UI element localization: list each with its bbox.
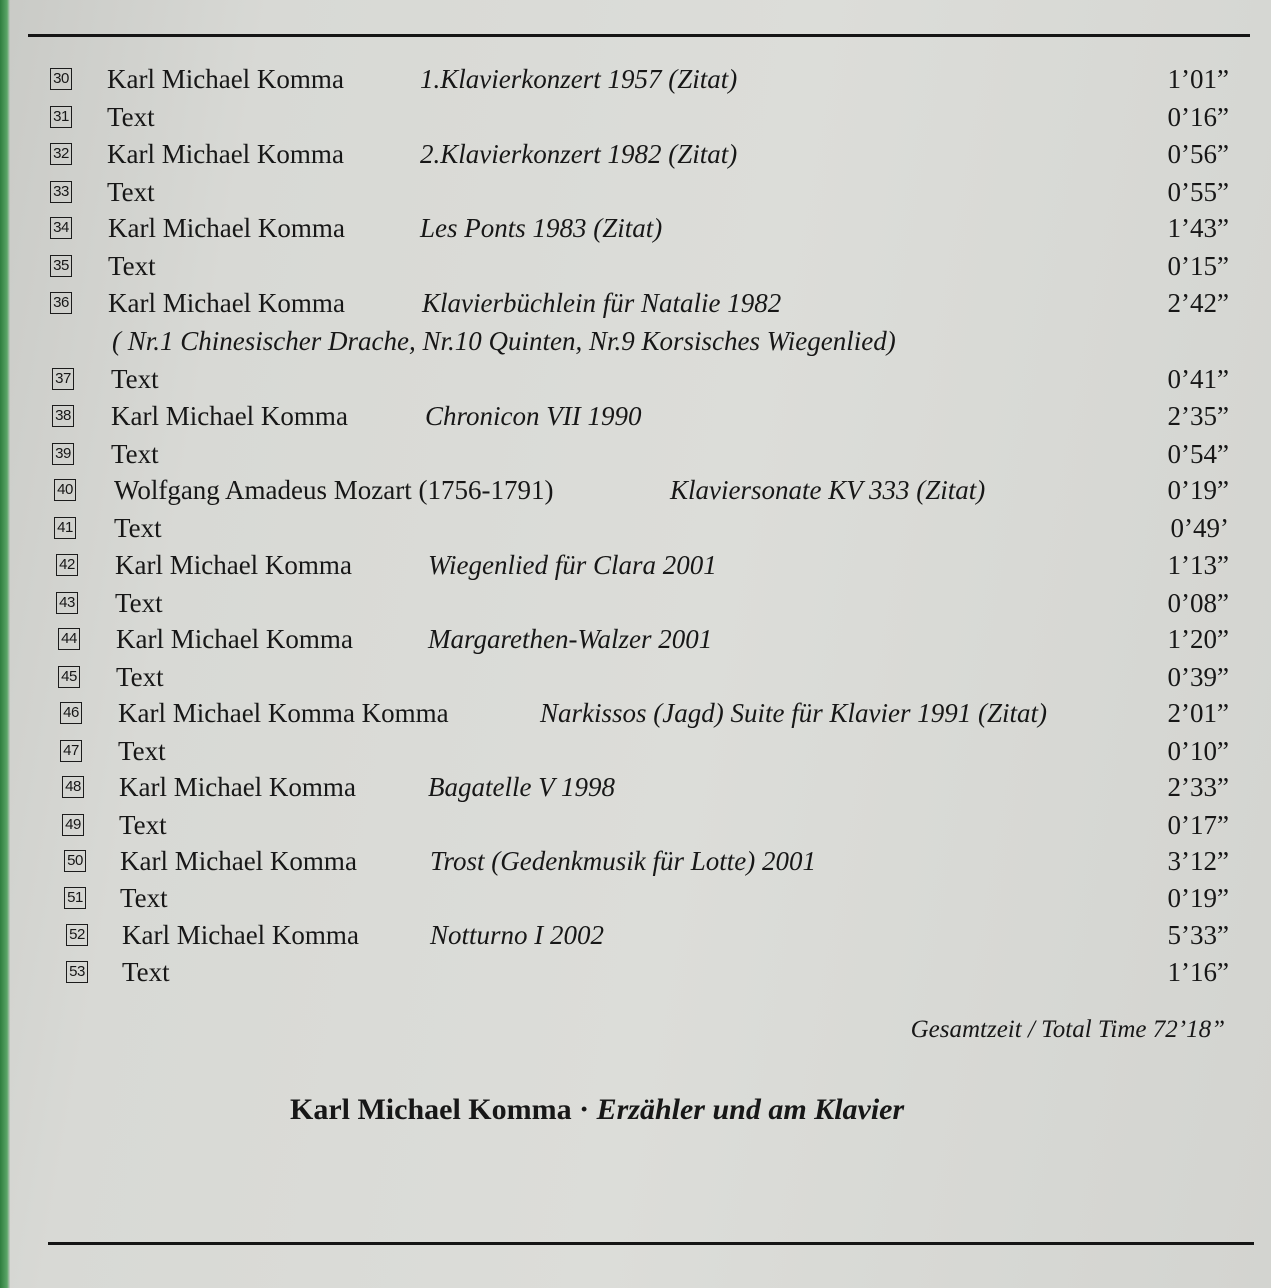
track-duration: 5’33” xyxy=(1167,920,1229,950)
track-composer: Text xyxy=(108,251,156,281)
track-composer: Text xyxy=(107,177,155,207)
track-duration: 0’55” xyxy=(1167,177,1229,207)
track-composer: Text xyxy=(111,364,159,394)
track-number: 32 xyxy=(50,143,72,165)
track-duration: 3’12” xyxy=(1167,846,1229,876)
track-number: 36 xyxy=(50,292,72,314)
track-36-subtitle: ( Nr.1 Chinesischer Drache, Nr.10 Quinten, Nr.9 Korsisches Wiegenlied) xyxy=(112,326,896,356)
track-number: 34 xyxy=(50,217,72,239)
track-duration: 2’35” xyxy=(1167,401,1229,431)
track-composer: Text xyxy=(107,102,155,132)
track-composer: Karl Michael Komma xyxy=(108,213,345,243)
track-composer: Text xyxy=(114,513,162,543)
track-number: 33 xyxy=(50,181,72,203)
track-work: Notturno I 2002 xyxy=(430,920,605,950)
track-row xyxy=(0,883,1271,920)
track-row xyxy=(0,920,1271,957)
bottom-rule xyxy=(48,1242,1254,1245)
top-rule xyxy=(28,34,1250,37)
track-row xyxy=(0,698,1271,735)
track-work: Wiegenlied für Clara 2001 xyxy=(428,550,717,580)
track-row xyxy=(0,401,1271,438)
track-composer: Karl Michael Komma xyxy=(107,64,344,94)
track-number: 47 xyxy=(60,740,82,762)
track-work: Narkissos (Jagd) Suite für Klavier 1991 (Zitat) xyxy=(540,698,1047,728)
track-row xyxy=(0,846,1271,883)
track-duration: 1’16” xyxy=(1167,957,1229,987)
track-duration: 0’49’ xyxy=(1170,513,1229,543)
track-duration: 1’01” xyxy=(1167,64,1229,94)
track-duration: 0’54” xyxy=(1167,439,1229,469)
track-work: 2.Klavierkonzert 1982 (Zitat) xyxy=(420,139,738,169)
track-number: 42 xyxy=(56,554,78,576)
track-composer: Text xyxy=(115,588,163,618)
track-composer: Wolfgang Amadeus Mozart (1756-1791) xyxy=(114,475,554,505)
track-duration: 2’42” xyxy=(1167,288,1229,318)
track-composer: Karl Michael Komma xyxy=(116,624,353,654)
track-duration: 1’43” xyxy=(1167,213,1229,243)
track-row xyxy=(0,772,1271,809)
track-number: 48 xyxy=(62,776,84,798)
track-composer: Karl Michael Komma xyxy=(108,288,345,318)
track-row xyxy=(0,177,1271,214)
track-duration: 0’15” xyxy=(1167,251,1229,281)
track-duration: 2’33” xyxy=(1167,772,1229,802)
track-row xyxy=(0,364,1271,401)
track-composer: Karl Michael Komma xyxy=(122,920,359,950)
track-composer: Karl Michael Komma xyxy=(119,772,356,802)
track-number: 37 xyxy=(52,368,74,390)
track-row xyxy=(0,513,1271,550)
track-duration: 2’01” xyxy=(1167,698,1229,728)
track-duration: 0’19” xyxy=(1167,475,1229,505)
track-row xyxy=(0,213,1271,250)
track-composer: Text xyxy=(118,736,166,766)
track-row xyxy=(0,588,1271,625)
track-number: 39 xyxy=(52,443,74,465)
track-number: 49 xyxy=(62,814,84,836)
track-duration: 0’39” xyxy=(1167,662,1229,692)
track-row xyxy=(0,662,1271,699)
track-duration: 0’08” xyxy=(1167,588,1229,618)
track-number: 43 xyxy=(56,592,78,614)
track-number: 44 xyxy=(58,628,80,650)
track-row xyxy=(0,288,1271,325)
track-row xyxy=(0,736,1271,773)
track-number: 53 xyxy=(66,961,88,983)
track-duration: 0’17” xyxy=(1167,810,1229,840)
track-row xyxy=(0,102,1271,139)
track-row xyxy=(0,550,1271,587)
track-duration: 0’19” xyxy=(1167,883,1229,913)
performer-name: Karl Michael Komma · xyxy=(290,1093,597,1126)
track-work: Klaviersonate KV 333 (Zitat) xyxy=(670,475,986,505)
track-composer: Karl Michael Komma xyxy=(107,139,344,169)
track-row xyxy=(0,624,1271,661)
total-time: Gesamtzeit / Total Time 72’18” xyxy=(910,1016,1225,1043)
track-row xyxy=(0,439,1271,476)
track-number: 35 xyxy=(50,255,72,277)
track-composer: Text xyxy=(111,439,159,469)
track-composer: Text xyxy=(119,810,167,840)
track-composer: Karl Michael Komma xyxy=(111,401,348,431)
track-work: Bagatelle V 1998 xyxy=(428,772,615,802)
track-row xyxy=(0,957,1271,994)
track-duration: 0’10” xyxy=(1167,736,1229,766)
track-row xyxy=(0,475,1271,512)
track-work: Trost (Gedenkmusik für Lotte) 2001 xyxy=(430,846,816,876)
track-number: 50 xyxy=(64,850,86,872)
track-number: 41 xyxy=(54,517,76,539)
track-number: 46 xyxy=(60,702,82,724)
track-composer: Karl Michael Komma xyxy=(115,550,352,580)
track-row xyxy=(0,64,1271,101)
performer-role: Erzähler und am Klavier xyxy=(596,1093,905,1126)
track-number: 31 xyxy=(50,106,72,128)
track-composer: Text xyxy=(116,662,164,692)
track-number: 38 xyxy=(52,405,74,427)
track-row xyxy=(0,251,1271,288)
track-work: Chronicon VII 1990 xyxy=(425,401,642,431)
track-row xyxy=(0,139,1271,176)
track-row xyxy=(0,810,1271,847)
track-duration: 0’41” xyxy=(1167,364,1229,394)
track-duration: 1’20” xyxy=(1167,624,1229,654)
performer-credit xyxy=(290,1093,904,1127)
track-work: Margarethen-Walzer 2001 xyxy=(428,624,713,654)
track-number: 30 xyxy=(50,68,72,90)
track-work: 1.Klavierkonzert 1957 (Zitat) xyxy=(420,64,738,94)
track-composer: Text xyxy=(122,957,170,987)
track-number: 45 xyxy=(58,666,80,688)
track-duration: 0’56” xyxy=(1167,139,1229,169)
track-composer: Karl Michael Komma Komma xyxy=(118,698,449,728)
track-number: 52 xyxy=(66,924,88,946)
track-number: 51 xyxy=(64,887,86,909)
track-duration: 0’16” xyxy=(1167,102,1229,132)
track-duration: 1’13” xyxy=(1167,550,1229,580)
track-composer: Karl Michael Komma xyxy=(120,846,357,876)
track-work: Les Ponts 1983 (Zitat) xyxy=(420,213,663,243)
track-composer: Text xyxy=(120,883,168,913)
track-number: 40 xyxy=(54,479,76,501)
track-work: Klavierbüchlein für Natalie 1982 xyxy=(422,288,782,318)
